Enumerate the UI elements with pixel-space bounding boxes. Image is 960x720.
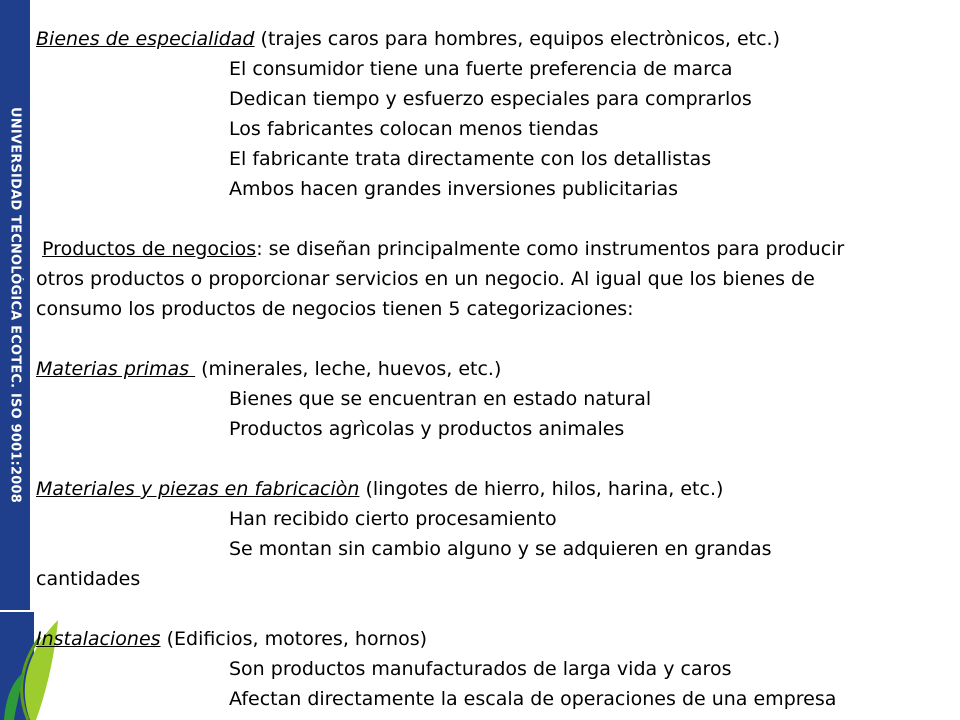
list-item: El fabricante trata directamente con los detallistas	[229, 148, 712, 170]
instalaciones-heading	[36, 624, 942, 654]
list-item-continuation: cantidades	[36, 568, 141, 590]
especialidad-examples: (trajes caros para hombres, equipos electrònicos, etc.)	[254, 28, 780, 50]
materias-heading	[36, 354, 942, 384]
list-item: Bienes que se encuentran en estado natural	[229, 388, 652, 410]
negocios-definition: : se diseñan principalmente como instrumentos para producir	[256, 238, 845, 260]
list-item: Han recibido cierto procesamiento	[229, 508, 557, 530]
list-item: Productos agrìcolas y productos animales	[229, 418, 625, 440]
instalaciones-term: Instalaciones	[36, 628, 161, 650]
materiales-heading	[36, 474, 942, 504]
list-item: El consumidor tiene una fuerte preferencia de marca	[229, 58, 733, 80]
materias-term: Materias primas	[36, 358, 190, 380]
list-item: Se montan sin cambio alguno y se adquieren en grandas	[229, 538, 772, 560]
negocios-line-3: consumo los productos de negocios tienen 5 categorizaciones:	[36, 298, 634, 320]
especialidad-heading	[36, 24, 942, 54]
list-item: Los fabricantes colocan menos tiendas	[229, 118, 599, 140]
negocios-term: Productos de negocios	[42, 238, 257, 260]
materias-examples: (minerales, leche, huevos, etc.)	[195, 358, 502, 380]
materiales-term: Materiales y piezas en fabricaciòn	[36, 478, 360, 500]
especialidad-term: Bienes de especialidad	[36, 28, 255, 50]
list-item: Afectan directamente la escala de operaciones de una empresa	[229, 688, 837, 710]
list-item: Dedican tiempo y esfuerzo especiales para comprarlos	[229, 88, 752, 110]
instalaciones-examples: (Edificios, motores, hornos)	[160, 628, 428, 650]
materiales-examples: (lingotes de hierro, hilos, harina, etc.)	[359, 478, 724, 500]
sidebar-banner	[0, 0, 30, 610]
negocios-line-1	[36, 234, 942, 264]
list-item: Son productos manufacturados de larga vida y caros	[229, 658, 732, 680]
negocios-line-2: otros productos o proporcionar servicios en un negocio. Al igual que los bienes de	[36, 268, 815, 290]
slide-content	[36, 24, 942, 714]
list-item: Ambos hacen grandes inversiones publicitarias	[229, 178, 678, 200]
sidebar-label: UNIVERSIDAD TECNOLÓGICA ECOTEC. ISO 9001:2008	[7, 107, 23, 503]
